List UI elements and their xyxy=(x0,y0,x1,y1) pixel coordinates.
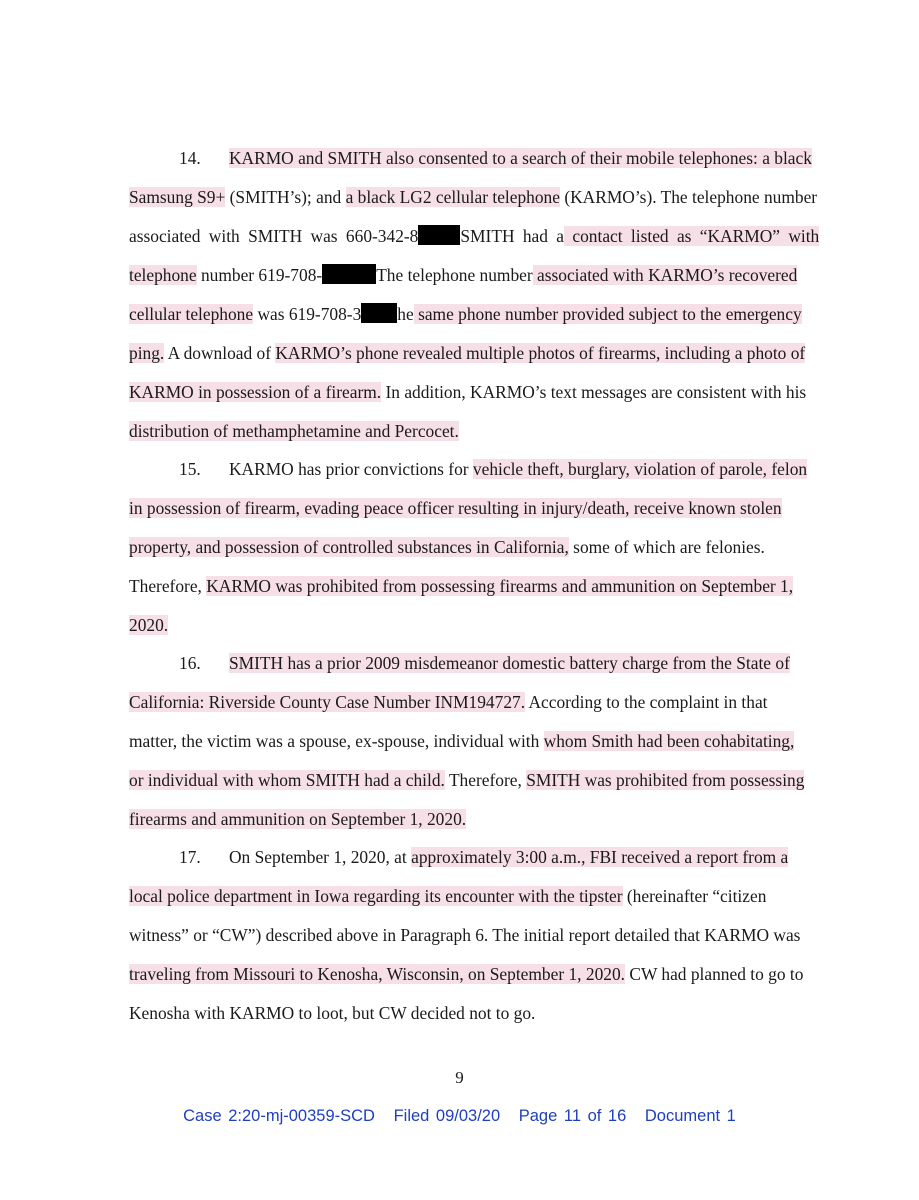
highlighted-text: or individual with whom SMITH had a child. xyxy=(129,770,445,790)
redaction-box xyxy=(322,264,376,284)
text-run: witness” or “CW”) described above in Paragraph 6. The initial report detailed that KARMO was xyxy=(129,925,801,945)
highlighted-text: whom Smith had been cohabitating, xyxy=(543,731,795,751)
paragraph-14-line-8 xyxy=(129,420,787,442)
highlighted-text: SMITH was prohibited from possessing xyxy=(526,770,805,790)
paragraph-15-line-1 xyxy=(129,458,887,480)
highlighted-text: contact listed as “KARMO” with xyxy=(564,226,820,246)
paragraph-17-line-2 xyxy=(129,885,787,907)
paragraph-number: 14. xyxy=(179,148,201,168)
paragraph-15-line-4 xyxy=(129,575,794,597)
highlighted-text: 2020. xyxy=(129,615,169,635)
paragraph-16-line-5 xyxy=(129,808,787,830)
text-run: associated with SMITH was 660-342-8 xyxy=(129,226,419,246)
highlighted-text: in possession of firearm, evading peace officer resulting in injury/death, receive known stolen xyxy=(129,498,782,518)
paragraph-16-line-1 xyxy=(129,652,887,674)
highlighted-text: local police department in Iowa regarding its encounter with the tipster xyxy=(129,886,623,906)
text-run: (hereinafter “citizen xyxy=(622,886,767,906)
redaction-box xyxy=(361,303,397,323)
text-run: (KARMO’s). The telephone number xyxy=(559,187,818,207)
paragraph-number: 15. xyxy=(179,459,201,479)
text-run: In addition, KARMO’s text messages are consistent with his xyxy=(381,382,807,402)
highlighted-text: approximately 3:00 a.m., FBI received a report from a xyxy=(411,847,789,867)
text-run: CW had planned to go to xyxy=(625,964,804,984)
highlighted-text: vehicle theft, burglary, violation of parole, felon xyxy=(472,459,808,479)
paragraph-15-line-2 xyxy=(129,497,787,519)
highlighted-text: traveling from Missouri to Kenosha, Wisconsin, on September 1, 2020. xyxy=(129,964,625,984)
text-run: KARMO has prior convictions for xyxy=(229,459,473,479)
paragraph-15-line-3 xyxy=(129,536,787,558)
text-run: SMITH had a xyxy=(460,226,565,246)
highlighted-text: KARMO and SMITH also consented to a search of their mobile telephones: a black xyxy=(229,148,812,168)
case-footer xyxy=(0,1107,919,1126)
paragraph-number: 17. xyxy=(179,847,201,867)
highlighted-text: distribution of methamphetamine and Percocet. xyxy=(129,421,459,441)
highlighted-text: telephone xyxy=(129,265,197,285)
footer-case-number: Case 2:20-mj-00359-SCD xyxy=(183,1107,375,1125)
paragraph-14-line-2 xyxy=(129,186,818,208)
paragraph-17-line-5 xyxy=(129,1002,787,1024)
highlighted-text: Samsung S9+ xyxy=(129,187,226,207)
text-run: number 619-708- xyxy=(196,265,323,285)
footer-document-number: Document 1 xyxy=(644,1107,736,1125)
paragraph-17-line-1 xyxy=(129,846,887,868)
text-run: According to the complaint in that xyxy=(525,692,768,712)
text-run: he xyxy=(397,304,414,324)
text-run: some of which are felonies. xyxy=(568,537,765,557)
text-run: On September 1, 2020, at xyxy=(229,847,412,867)
paragraph-14-line-4 xyxy=(129,264,798,286)
text-run: The telephone number xyxy=(376,265,533,285)
text-run: (SMITH’s); and xyxy=(225,187,346,207)
paragraph-16-line-2 xyxy=(129,691,787,713)
highlighted-text: same phone number provided subject to the emergency xyxy=(413,304,802,324)
highlighted-text: associated with KARMO’s recovered xyxy=(532,265,798,285)
paragraph-16-line-4 xyxy=(129,769,805,791)
highlighted-text: California: Riverside County Case Number INM194727. xyxy=(129,692,526,712)
redaction-box xyxy=(418,225,460,245)
highlighted-text: KARMO’s phone revealed multiple photos of firearms, including a photo of xyxy=(275,343,806,363)
text-run: Kenosha with KARMO to loot, but CW decided not to go. xyxy=(129,1003,536,1023)
paragraph-14-line-7 xyxy=(129,381,807,403)
text-run: matter, the victim was a spouse, ex-spouse, individual with xyxy=(129,731,544,751)
page-number: 9 xyxy=(455,1068,464,1087)
paragraph-16-line-3 xyxy=(129,730,795,752)
paragraph-17-line-3 xyxy=(129,924,801,946)
highlighted-text: cellular telephone xyxy=(129,304,254,324)
highlighted-text: KARMO in possession of a firearm. xyxy=(129,382,382,402)
text-run: A download of xyxy=(164,343,276,363)
paragraph-number: 16. xyxy=(179,653,201,673)
paragraph-15-line-5 xyxy=(129,614,787,636)
paragraph-14-line-5 xyxy=(129,303,802,325)
highlighted-text: firearms and ammunition on September 1, 2020. xyxy=(129,809,467,829)
paragraph-14-line-6 xyxy=(129,342,806,364)
paragraph-14-line-1 xyxy=(129,147,887,169)
highlighted-text: a black LG2 cellular telephone xyxy=(345,187,560,207)
footer-page-count: Page 11 of 16 xyxy=(518,1107,627,1125)
highlighted-text: SMITH has a prior 2009 misdemeanor domestic battery charge from the State of xyxy=(229,653,790,673)
highlighted-text: KARMO was prohibited from possessing firearms and ammunition on September 1, xyxy=(206,576,794,596)
paragraph-14-line-3 xyxy=(129,225,820,247)
paragraph-17-line-4 xyxy=(129,963,804,985)
highlighted-text: property, and possession of controlled substances in California, xyxy=(129,537,569,557)
footer-filed-date: Filed 09/03/20 xyxy=(393,1107,501,1125)
text-run: was 619-708-3 xyxy=(253,304,362,324)
highlighted-text: ping. xyxy=(129,343,165,363)
text-run: Therefore, xyxy=(129,576,207,596)
text-run: Therefore, xyxy=(444,770,527,790)
